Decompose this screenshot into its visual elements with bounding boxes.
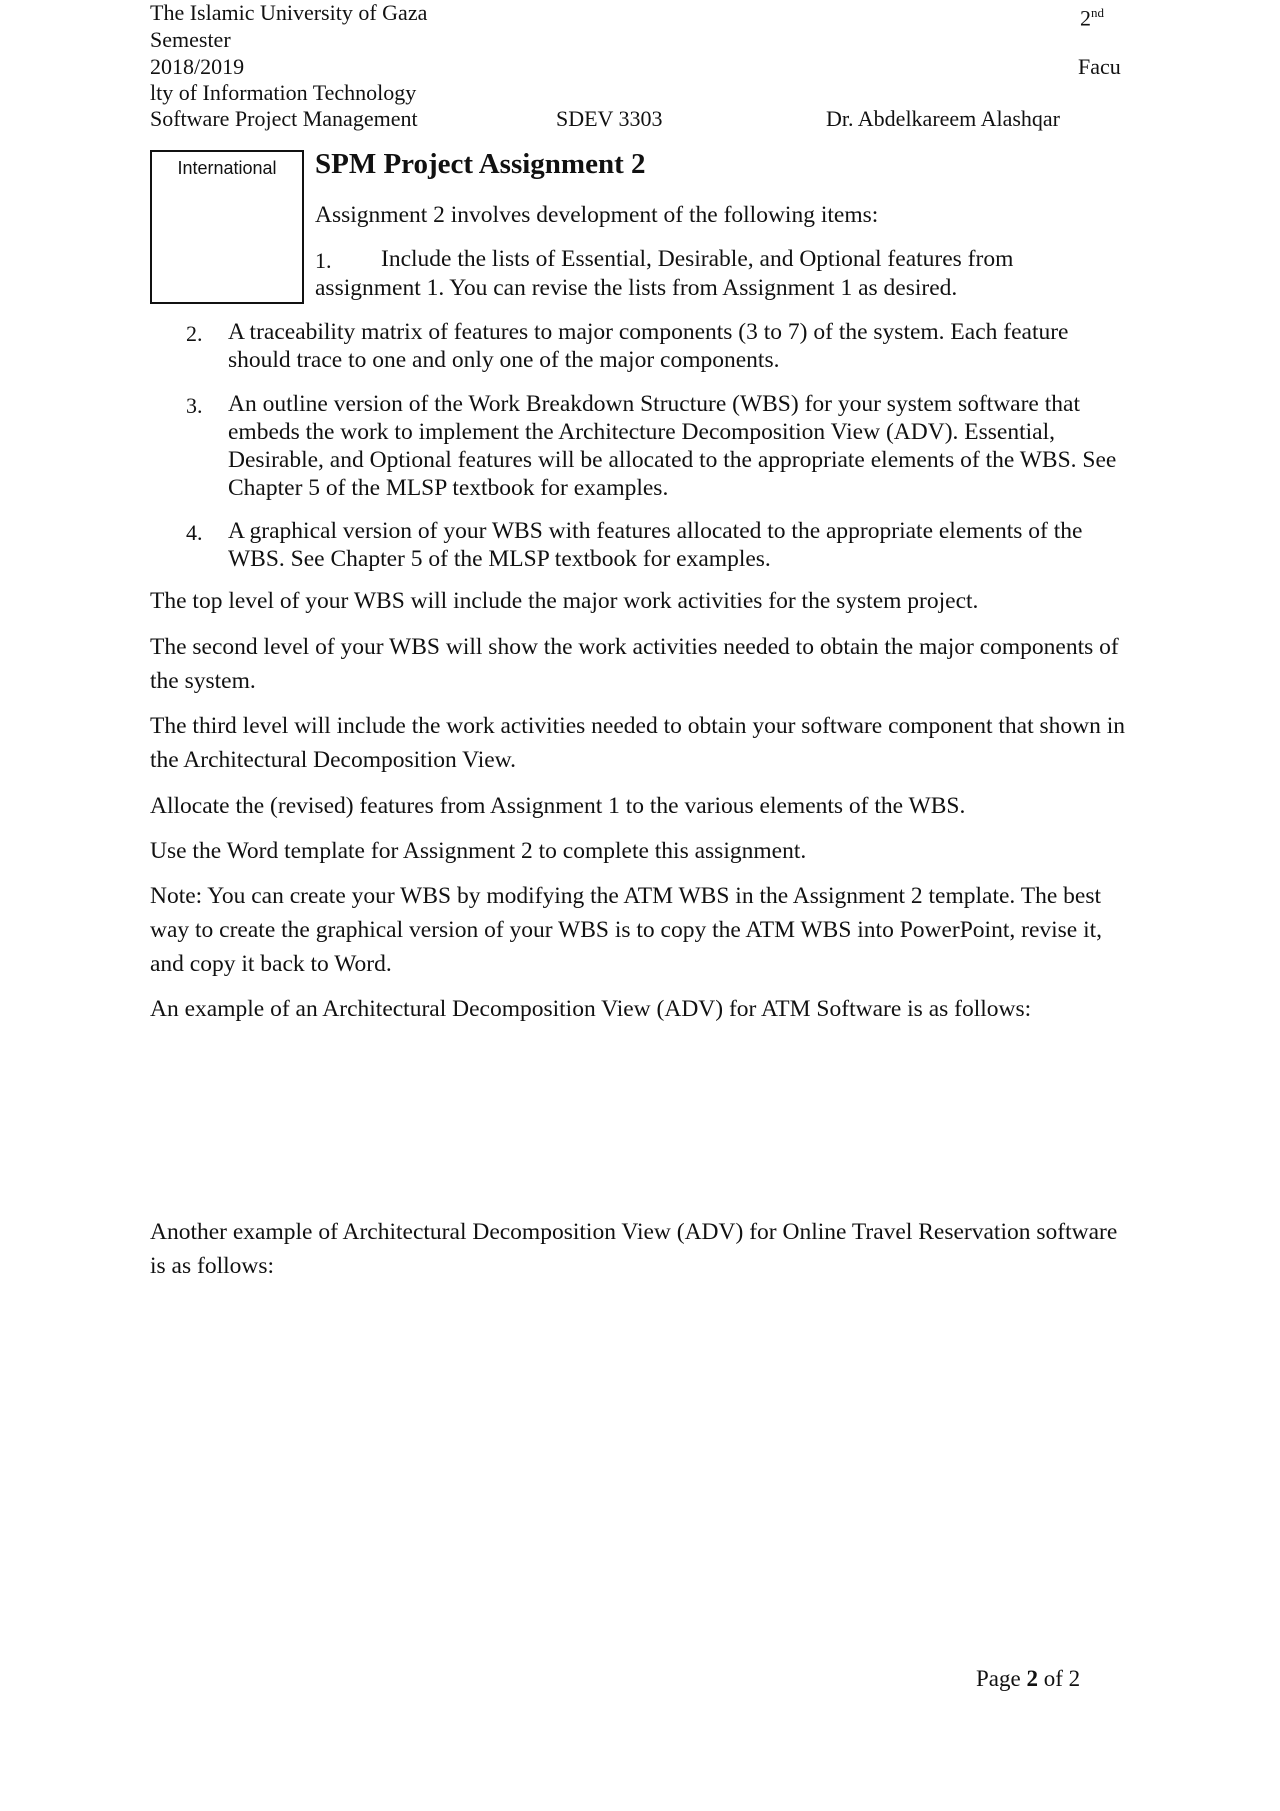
header-university: The Islamic University of Gaza (150, 0, 428, 25)
footer-of-label: of 2 (1043, 1666, 1081, 1691)
paragraph-travel-example: Another example of Architectural Decomposition View (ADV) for Online Travel Reservation software is as follows: (150, 1219, 1118, 1279)
item-3-text: An outline version of the Work Breakdown Structure (WBS) for your system software that embeds the work to implement the Architecture Decomposition View (ADV). Essential, Desirable, and Optional features will be allocated to the appropriate elements of the WBS. See Chapter 5 of the MLSP textbook for examples. (228, 391, 1117, 501)
logo-box-label: International (177, 158, 277, 178)
paragraph-third-level: The third level will include the work activities needed to obtain your software component that shown in the Architectural Decomposition View. (150, 713, 1125, 773)
header-year: 2018/2019 (150, 54, 245, 79)
header-instructor: Dr. Abdelkareem Alashqar (826, 106, 1060, 131)
item-2-text: A traceability matrix of features to major components (3 to 7) of the system. Each feature should trace to one and only one of the major components. (228, 319, 1069, 373)
item-1-text-line2: assignment 1. You can revise the lists from Assignment 1 as desired. (315, 275, 958, 301)
logo-box (150, 150, 304, 304)
atm-adv-figure-area (150, 1040, 1130, 1200)
travel-adv-figure-area (150, 1290, 1130, 1650)
paragraph-note: Note: You can create your WBS by modifying the ATM WBS in the Assignment 2 template. The best way to create the graphical version of your WBS is to copy the ATM WBS into PowerPoint, revise it, and copy it back to Word. (150, 883, 1103, 977)
semester-num: 2 (1080, 5, 1091, 31)
item-1-number: 1. (315, 248, 332, 273)
item-4-text: A graphical version of your WBS with features allocated to the appropriate elements of the WBS. See Chapter 5 of the MLSP textbook for examples. (228, 518, 1083, 572)
footer-page-number: 2 (1026, 1666, 1038, 1691)
header-faculty-part1: Facu (1078, 54, 1121, 79)
item-4-number: 4. (186, 520, 203, 545)
footer-page-label: Page (976, 1666, 1021, 1691)
paragraph-atm-example: An example of an Architectural Decomposition View (ADV) for ATM Software is as follows: (150, 996, 1032, 1022)
paragraph-template: Use the Word template for Assignment 2 to complete this assignment. (150, 838, 807, 864)
intro-text: Assignment 2 involves development of the following items: (315, 202, 879, 228)
paragraph-second-level: The second level of your WBS will show the work activities needed to obtain the major components of the system. (150, 634, 1119, 694)
header-semester-number (1080, 0, 1104, 31)
item-1-text-line1: Include the lists of Essential, Desirable, and Optional features from (381, 246, 1014, 272)
item-2-number: 2. (186, 321, 203, 346)
header-semester-word: Semester (150, 27, 231, 52)
header-code: SDEV 3303 (556, 106, 663, 131)
paragraph-top-level: The top level of your WBS will include the major work activities for the system project. (150, 588, 979, 614)
page-title: SPM Project Assignment 2 (315, 148, 646, 180)
page-footer (976, 1666, 1080, 1692)
header-course: Software Project Management (150, 106, 418, 131)
paragraph-allocate: Allocate the (revised) features from Assignment 1 to the various elements of the WBS. (150, 793, 966, 819)
semester-sup: nd (1091, 5, 1104, 20)
header-faculty-part2: lty of Information Technology (150, 80, 417, 105)
item-3-number: 3. (186, 393, 203, 418)
